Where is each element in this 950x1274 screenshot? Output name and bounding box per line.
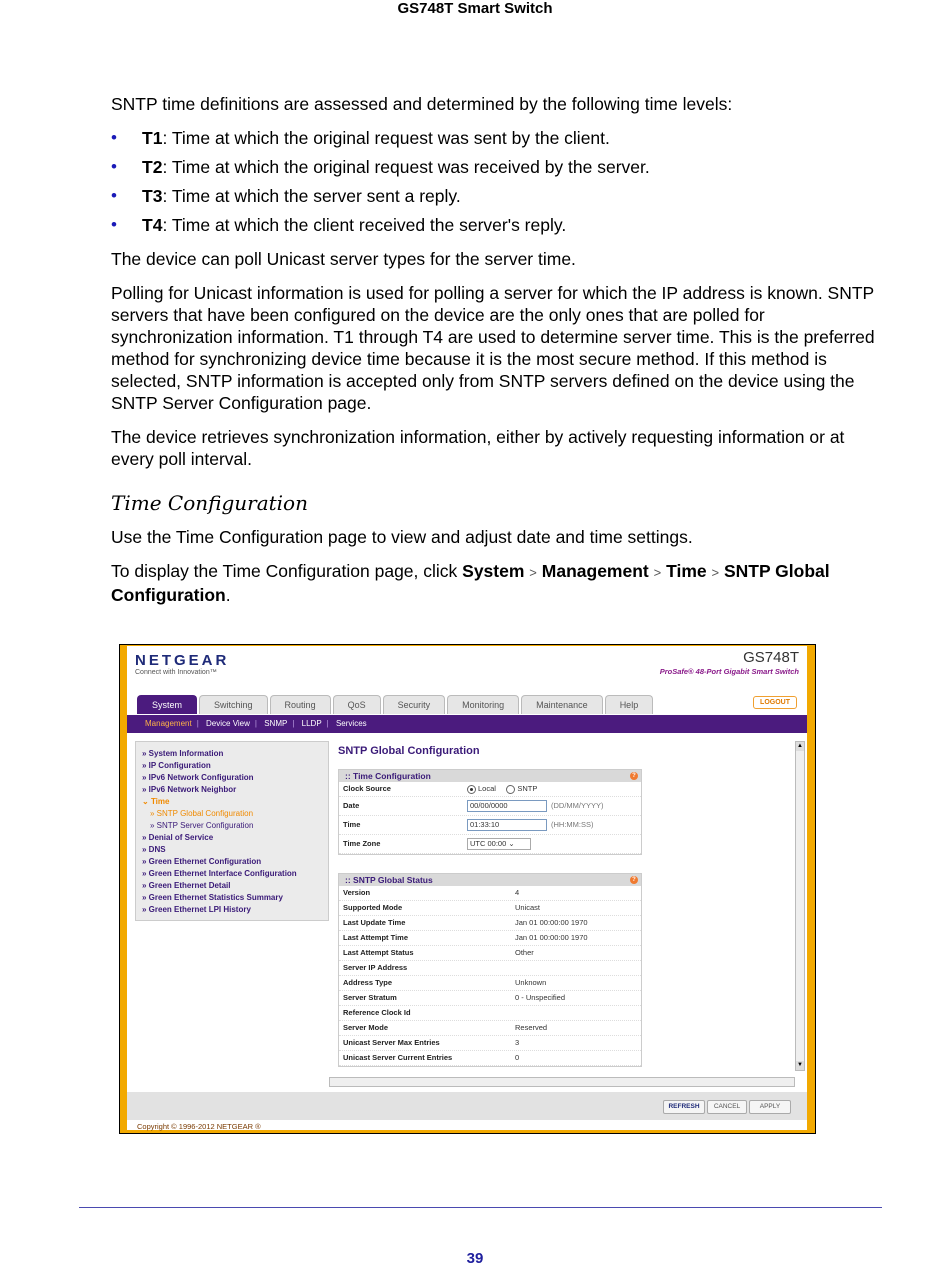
status-label: Last Attempt Time	[343, 933, 409, 942]
clock-source-row	[339, 782, 641, 797]
status-label: Reference Clock Id	[343, 1008, 411, 1017]
subnav-lldp[interactable]: LLDP	[301, 719, 322, 728]
status-label: Server Mode	[343, 1023, 389, 1032]
sidebar-item-time[interactable]: ⌄ Time	[142, 797, 170, 806]
subnav-snmp[interactable]: SNMP	[264, 719, 288, 728]
time-input[interactable]: 01:33:10	[467, 819, 547, 831]
tab-help[interactable]: Help	[605, 695, 654, 714]
radio-label: SNTP	[517, 784, 538, 793]
model-name: GS748T	[743, 649, 799, 666]
status-row	[339, 1036, 641, 1051]
bullet-term: T3	[142, 186, 163, 206]
status-value: 3	[515, 1038, 520, 1047]
status-value: Reserved	[515, 1023, 548, 1032]
time-level-list	[111, 127, 881, 236]
button-bar	[127, 1092, 807, 1120]
status-label: Version	[343, 888, 371, 897]
status-table	[339, 886, 641, 1066]
date-input[interactable]: 00/00/0000	[467, 800, 547, 812]
logout-button[interactable]: LOGOUT	[753, 696, 797, 709]
cancel-button[interactable]: CANCEL	[707, 1100, 747, 1114]
status-row	[339, 991, 641, 1006]
subnav-device-view[interactable]: Device View	[206, 719, 250, 728]
help-icon[interactable]: ?	[630, 772, 638, 780]
model-subtitle: ProSafe® 48-Port Gigabit Smart Switch	[659, 667, 799, 676]
format-hint: (DD/MM/YYYY)	[551, 801, 604, 810]
netgear-logo: NETGEAR	[135, 652, 230, 669]
bullet-icon: •	[111, 157, 117, 176]
paragraph: The device retrieves synchronization information, either by actively requesting information or at every poll interval.	[111, 427, 845, 469]
bullet-icon: •	[111, 128, 117, 147]
sidebar-item-green-ethernet-statistics-summary[interactable]: » Green Ethernet Statistics Summary	[142, 893, 283, 902]
sidebar	[135, 741, 329, 921]
running-header: GS748T Smart Switch	[397, 0, 553, 17]
field-label: Time	[343, 820, 361, 829]
radio-sntp[interactable]	[506, 785, 515, 794]
body-text	[111, 93, 881, 618]
ui-screenshot	[119, 644, 816, 1134]
bullet-text: : Time at which the server sent a reply.	[162, 186, 461, 206]
time-zone-row	[339, 835, 641, 854]
bullet-term: T1	[142, 128, 163, 148]
field-label: Time Zone	[343, 839, 381, 848]
status-row	[339, 886, 641, 901]
sntp-global-status-panel	[338, 873, 642, 1067]
bullet-text: : Time at which the original request was sent by the client.	[162, 128, 610, 148]
horizontal-scrollbar[interactable]	[329, 1077, 795, 1087]
instruction-end: .	[225, 585, 231, 605]
list-item	[111, 127, 881, 149]
status-value: 4	[515, 888, 520, 897]
path-separator: >	[653, 565, 662, 580]
status-row	[339, 1006, 641, 1021]
bullet-term: T4	[142, 215, 163, 235]
sidebar-item-ip-configuration[interactable]: » IP Configuration	[142, 761, 211, 770]
path-separator: >	[711, 565, 720, 580]
sidebar-item-green-ethernet-lpi-history[interactable]: » Green Ethernet LPI History	[142, 905, 251, 914]
path-system: System	[462, 561, 525, 581]
sidebar-item-system-information[interactable]: » System Information	[142, 749, 224, 758]
sidebar-item-green-ethernet-interface-configuration[interactable]: » Green Ethernet Interface Configuration	[142, 869, 297, 878]
format-hint: (HH:MM:SS)	[551, 820, 594, 829]
status-label: Address Type	[343, 978, 393, 987]
status-row	[339, 901, 641, 916]
status-label: Server Stratum	[343, 993, 397, 1002]
status-value: Other	[515, 948, 534, 957]
sidebar-item-sntp-global-configuration[interactable]: » SNTP Global Configuration	[150, 809, 254, 818]
tab-qos[interactable]: QoS	[333, 695, 381, 714]
time-row	[339, 816, 641, 835]
status-row	[339, 946, 641, 961]
tab-switching[interactable]: Switching	[199, 695, 268, 714]
status-value: Jan 01 00:00:00 1970	[515, 918, 588, 927]
ui-window	[127, 646, 807, 1130]
path-sntp-global: SNTP Global Configuration	[111, 561, 830, 605]
panel-header: :: Time Configuration ?	[339, 770, 641, 782]
sidebar-item-green-ethernet-detail[interactable]: » Green Ethernet Detail	[142, 881, 231, 890]
instruction-text: To display the Time Configuration page, click	[111, 561, 463, 581]
status-value: Jan 01 00:00:00 1970	[515, 933, 588, 942]
sidebar-item-green-ethernet-configuration[interactable]: » Green Ethernet Configuration	[142, 857, 262, 866]
list-item	[111, 185, 881, 207]
time-zone-select[interactable]: UTC 00:00 ⌄	[467, 838, 531, 850]
status-label: Last Update Time	[343, 918, 406, 927]
paragraph: Polling for Unicast information is used for polling a server for which the IP address is known. SNTP servers that have been configured on the device are the only ones that are polled for synchronization information. T1 through T4 are used to determine server time. This is the preferred method for synchronizing device time because it is the most secure method. If this method is selected, SNTP information is accepted only from SNTP servers defined on the device using the SNTP Server Configuration page.	[111, 283, 875, 413]
tab-system[interactable]: System	[137, 695, 197, 714]
page-title: SNTP Global Configuration	[338, 745, 480, 757]
tab-routing[interactable]: Routing	[270, 695, 331, 714]
bullet-icon: •	[111, 215, 117, 234]
vertical-scrollbar[interactable]	[795, 741, 805, 1071]
sub-navigation: Management | Device View | SNMP | LLDP | Services	[127, 715, 807, 733]
status-row	[339, 916, 641, 931]
radio-label: Local	[478, 784, 496, 793]
copyright: Copyright © 1996-2012 NETGEAR ®	[137, 1122, 261, 1131]
path-separator: >	[529, 565, 537, 580]
sidebar-item-ipv6-network-neighbor[interactable]: » IPv6 Network Neighbor	[142, 785, 237, 794]
path-management: Management	[541, 561, 649, 581]
tab-monitoring[interactable]: Monitoring	[447, 695, 519, 714]
subnav-management[interactable]: Management	[145, 719, 192, 728]
status-label: Unicast Server Current Entries	[343, 1053, 453, 1062]
tab-maintenance[interactable]: Maintenance	[521, 695, 603, 714]
paragraph: The device can poll Unicast server types for the server time.	[111, 249, 576, 269]
sidebar-item-dns[interactable]: » DNS	[142, 845, 166, 854]
bullet-text: : Time at which the original request was received by the server.	[162, 157, 650, 177]
brand-tagline: Connect with Innovation™	[135, 669, 217, 676]
footer-rule	[79, 1207, 882, 1208]
refresh-button[interactable]: REFRESH	[663, 1100, 705, 1114]
subnav-services[interactable]: Services	[335, 719, 367, 728]
status-row	[339, 931, 641, 946]
list-item	[111, 156, 881, 178]
section-heading: Time Configuration	[111, 491, 308, 515]
list-item	[111, 214, 881, 236]
status-label: Unicast Server Max Entries	[343, 1038, 440, 1047]
sidebar-item-ipv6-network-configuration[interactable]: » IPv6 Network Configuration	[142, 773, 254, 782]
status-row	[339, 976, 641, 991]
main-tabs	[137, 695, 653, 714]
help-icon[interactable]: ?	[630, 876, 638, 884]
status-value: Unknown	[515, 978, 547, 987]
status-row	[339, 961, 641, 976]
path-time: Time	[666, 561, 707, 581]
intro-paragraph: SNTP time definitions are assessed and determined by the following time levels:	[111, 94, 733, 114]
field-label: Date	[343, 801, 360, 810]
status-value: Unicast	[515, 903, 541, 912]
bullet-term: T2	[142, 157, 163, 177]
navigation-instruction	[111, 560, 881, 606]
scroll-down-icon[interactable]: ▼	[797, 1062, 803, 1068]
paragraph: Use the Time Configuration page to view and adjust date and time settings.	[111, 527, 693, 547]
status-label: Supported Mode	[343, 903, 403, 912]
status-row	[339, 1051, 641, 1066]
time-configuration-panel	[338, 769, 642, 855]
sidebar-item-denial-of-service[interactable]: » Denial of Service	[142, 833, 214, 842]
field-label: Clock Source	[343, 784, 391, 793]
date-row	[339, 797, 641, 816]
bullet-icon: •	[111, 186, 117, 205]
status-label: Server IP Address	[343, 963, 408, 972]
bullet-text: : Time at which the client received the server's reply.	[162, 215, 567, 235]
status-value: 0	[515, 1053, 520, 1062]
panel-header: :: SNTP Global Status ?	[339, 874, 641, 886]
tab-security[interactable]: Security	[383, 695, 446, 714]
status-value: 0 - Unspecified	[515, 993, 566, 1002]
status-row	[339, 1021, 641, 1036]
radio-local[interactable]	[467, 785, 476, 794]
apply-button[interactable]: APPLY	[749, 1100, 791, 1114]
page-number: 39	[466, 1250, 484, 1267]
status-label: Last Attempt Status	[343, 948, 414, 957]
scroll-up-icon[interactable]: ▲	[797, 743, 803, 749]
sidebar-item-sntp-server-configuration[interactable]: » SNTP Server Configuration	[150, 821, 254, 830]
